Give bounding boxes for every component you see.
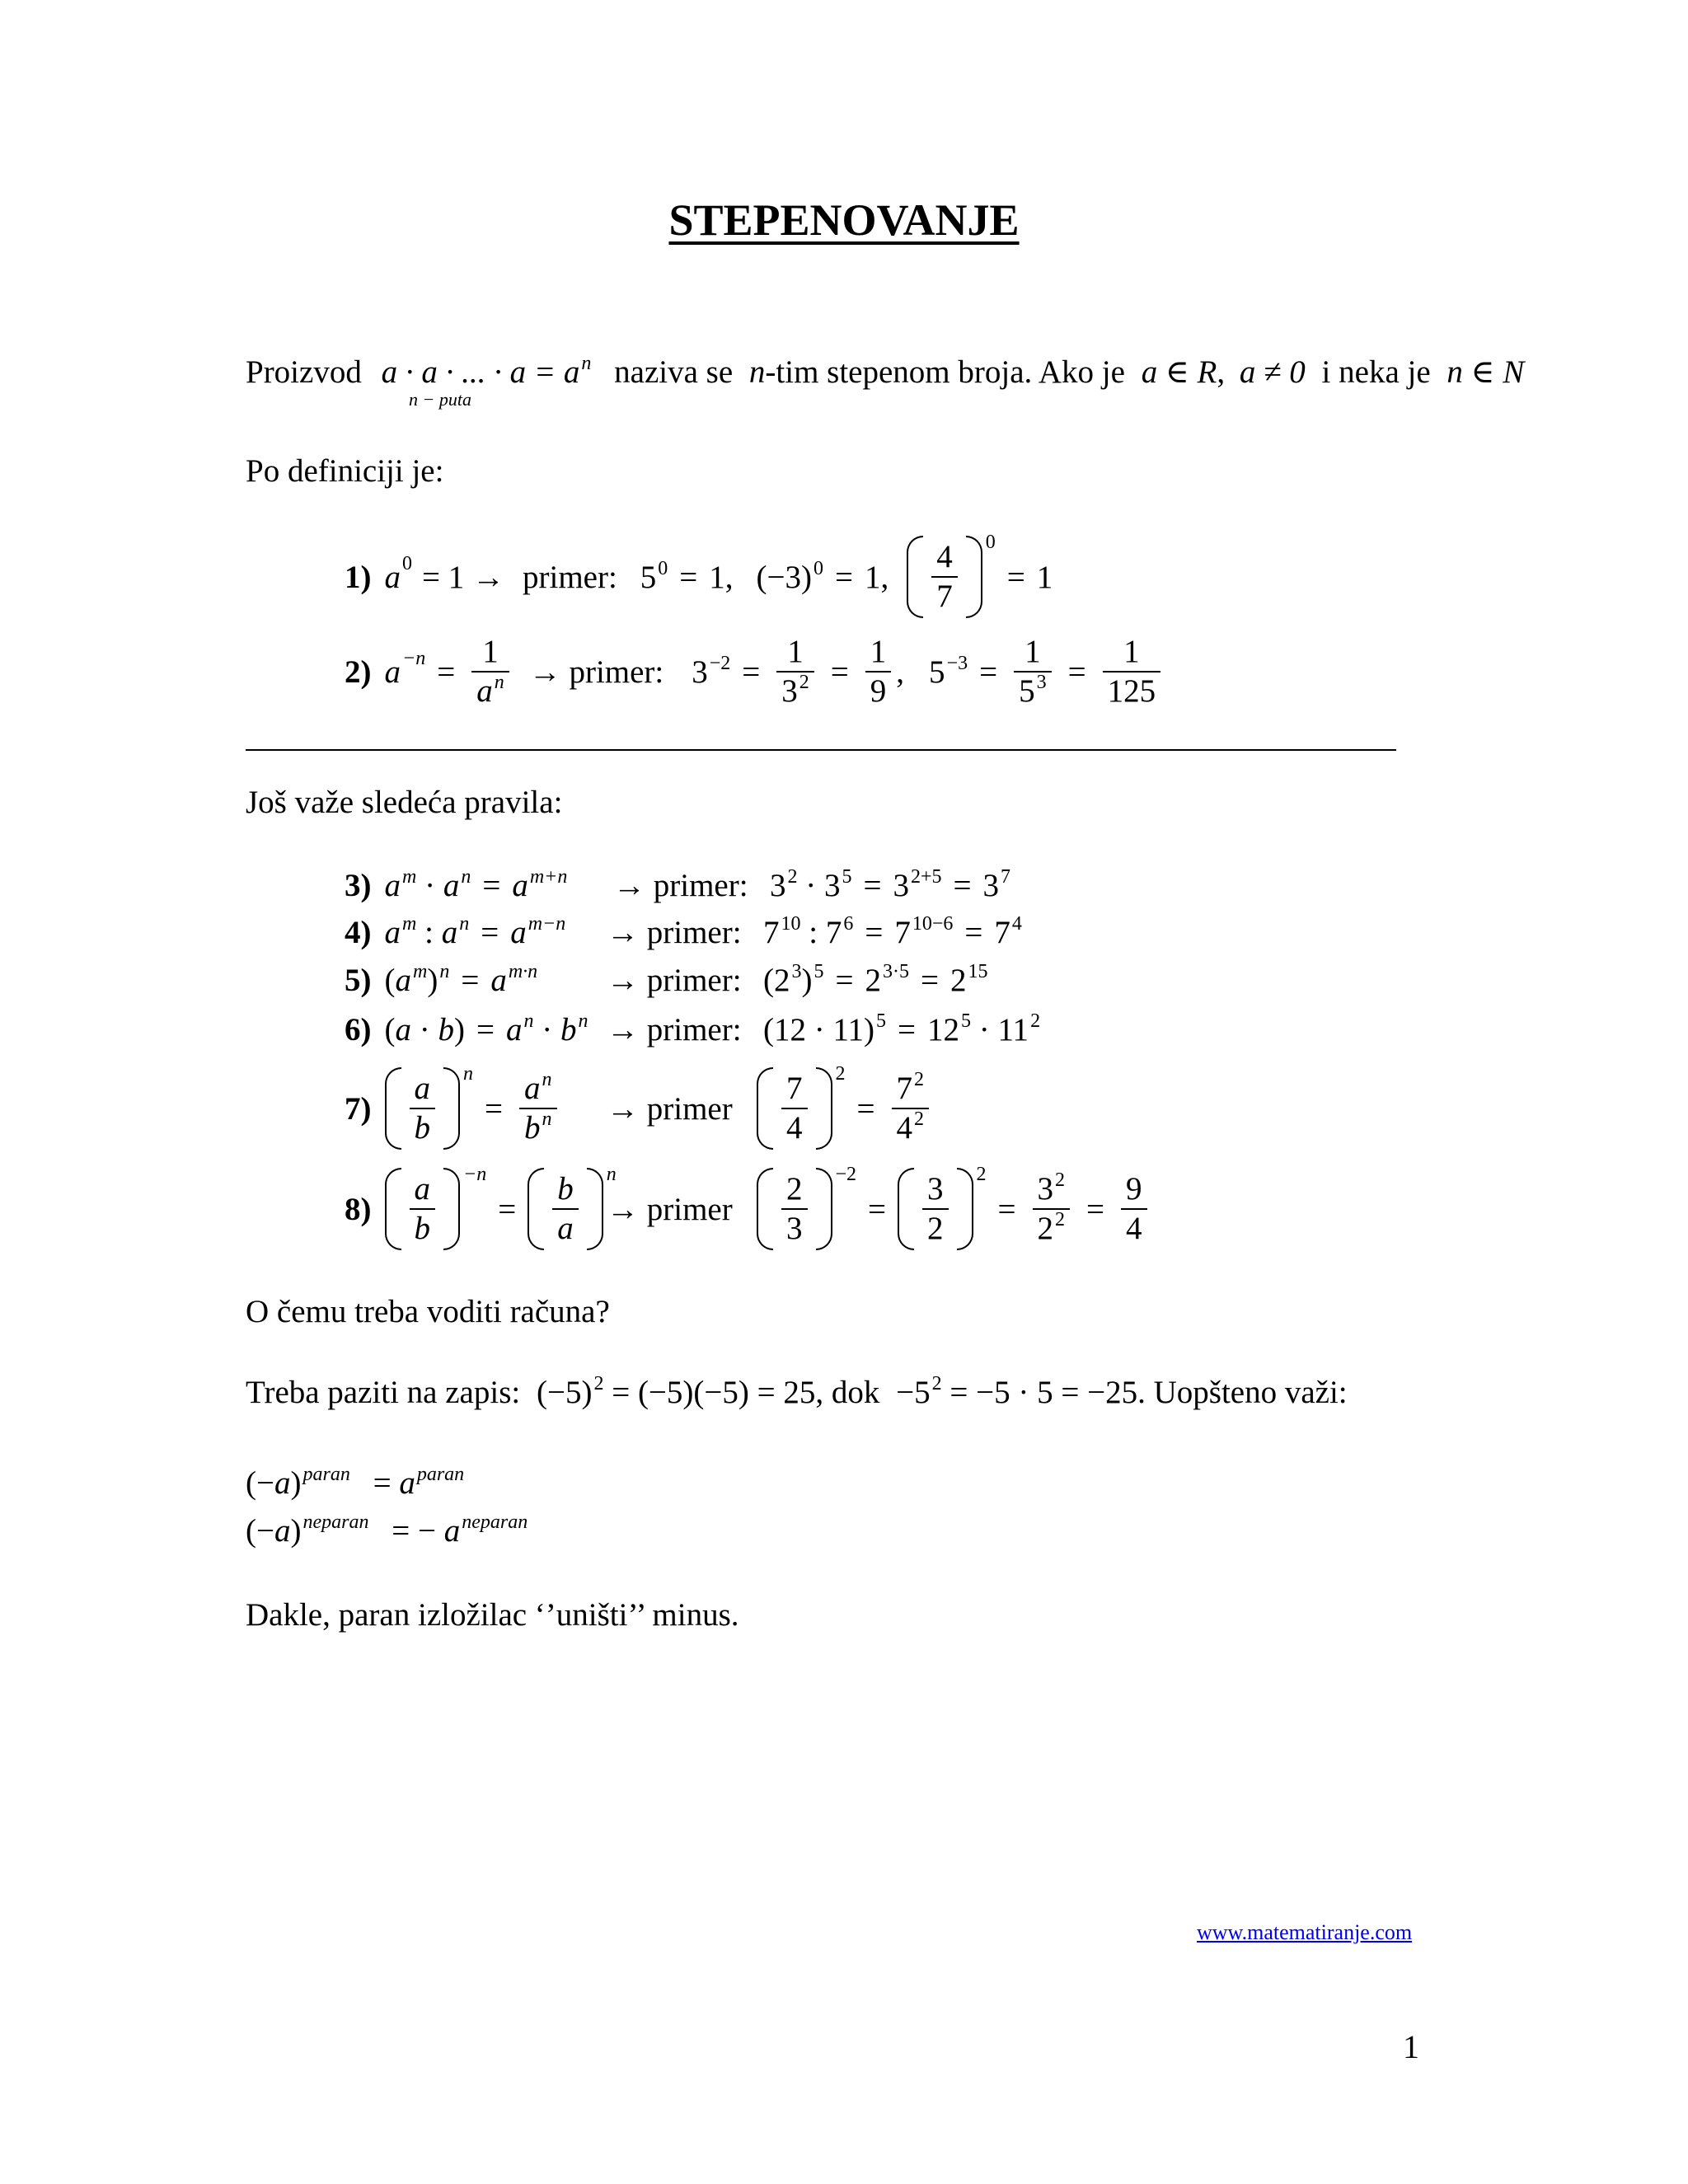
conclusion: Dakle, paran izložilac ‘’uništi’’ minus.	[246, 1597, 739, 1633]
rule-1: 1) a $^0$ = 1 → primer: $5^0 = 1$, $(-3)^0 = 1$, $\frac{4}{7}$ 0 = 1	[345, 536, 1053, 618]
intro-text3: i neka je	[1321, 354, 1431, 390]
horizontal-rule	[246, 749, 1396, 751]
rule-3: 3) $a^m \cdot a^n = a^{m+n}$ → primer: $3^2 \cdot 3^5 = 3^{2+5} = 3^7$	[345, 866, 1011, 903]
by-definition: Po definiciji je:	[246, 453, 444, 489]
intro-text1: naziva se	[614, 354, 734, 390]
rule-5: 5) $(a^m)^n = a^{m\cdot n}$ → primer: $(2^3)^5 = 2^{3\cdot 5} = 2^{15}$	[345, 961, 988, 998]
intro-line: Proizvod a · a · ... · $a = a^n$ naziva se n-tim stepenom broja. Ako je a ∈ R, a ≠ 0 i neka je n ∈ N	[246, 353, 1525, 390]
rule-7: 7) $\frac{a}{b}$ n = $\frac{a^n}{b^n}$ → primer $\frac{7}{4}$ 2 = $\frac{7^2}{4^2}$	[345, 1063, 562, 1154]
intro-under-label: n − puta	[409, 389, 471, 410]
parity-even: $(-a)^{paran} = a^{paran}$	[246, 1464, 465, 1501]
page-title: STEPENOVANJE	[668, 195, 1020, 245]
rule-4: 4) $a^m$ : $a^n = a^{m-n}$ → primer: $7^{10}$ : $7^6 = 7^{10-6} = 7^4$	[345, 913, 1022, 950]
intro-cond3: n ∈ N	[1447, 354, 1525, 390]
rule-8: 8) $\frac{a}{b}$ −n = $\frac{b}{a}$ n → primer $\frac{2}{3}$ −2 = $\frac{3}{2}$ 2 = $\frac{3^2}{2^2}$ = $\frac{9}{4}$	[345, 1164, 617, 1254]
footer-website-link[interactable]: www.matematiranje.com	[1197, 1920, 1413, 1944]
intro-cond1: a ∈ R	[1141, 354, 1217, 390]
page-number: 1	[1403, 2028, 1419, 2065]
intro-n: n	[748, 354, 766, 390]
parity-odd: $(-a)^{neparan}$ = − $a^{neparan}$	[246, 1511, 528, 1549]
rule-2: 2) a $^{-n}$ = $\frac{1}{a^n}$ → primer: $3^{-2}$ = $\frac{1}{3^2}$ = $\frac{1}{9}$ , $5^{-3}$ = $\frac{1}{5^3}$ = $\frac{1}{125}$	[345, 630, 1165, 713]
intro-cond2: a ≠ 0	[1239, 354, 1306, 390]
question: O čemu treba voditi računa?	[246, 1294, 610, 1329]
rule-6: 6) $(a \cdot b) = a^n \cdot b^n$ → primer: $(12 \cdot 11)^5 = 12^5 \cdot 11^2$	[345, 1010, 1041, 1047]
rules-heading: Još važe sledeća pravila:	[246, 785, 563, 820]
intro-lead: Proizvod	[246, 354, 362, 390]
intro-text2: -tim stepenom broja. Ako je	[765, 354, 1125, 390]
intro-product: a · a · ... · $a = a^n$	[381, 353, 592, 390]
note-line: Treba paziti na zapis: $(-5)^2 = (-5)(-5) = 25$, dok $-5^2 = -5 \cdot 5 = -25$. Uopšteno važi:	[246, 1373, 1348, 1410]
